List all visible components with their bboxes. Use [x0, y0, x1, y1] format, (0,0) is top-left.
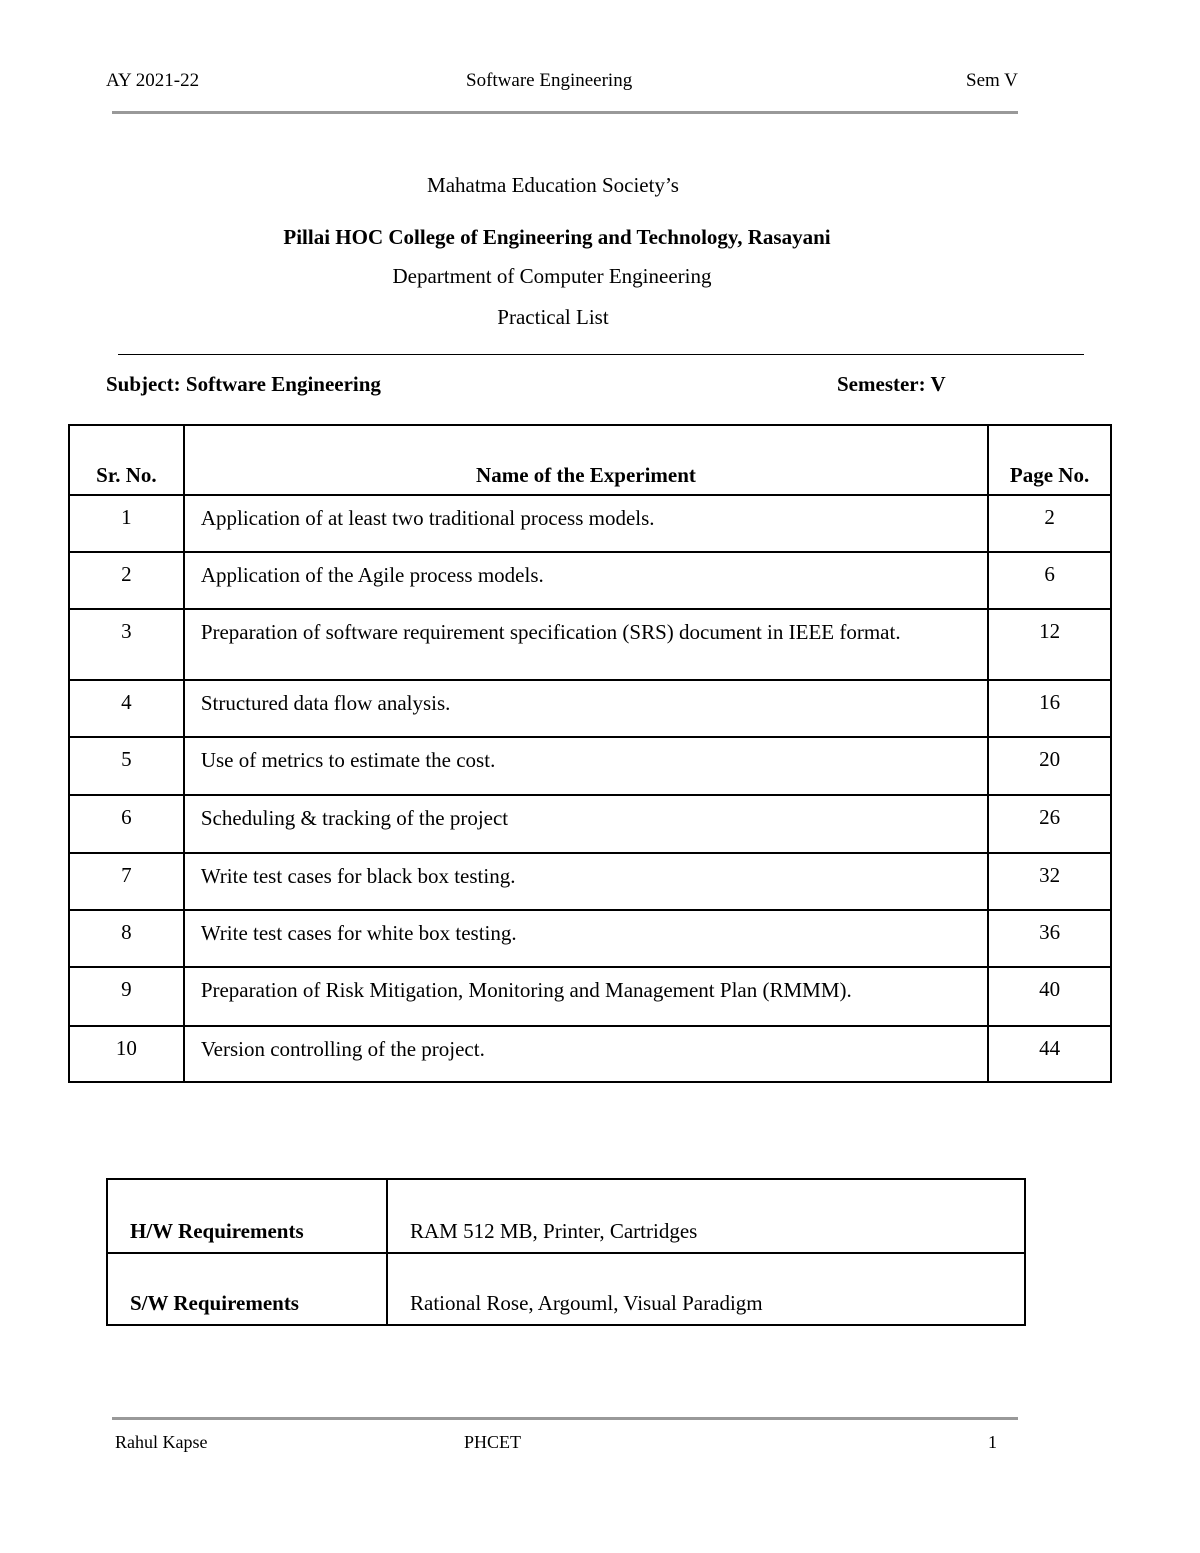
- semester-label: Semester: V: [837, 372, 946, 396]
- experiment-name-cell: Structured data flow analysis.: [184, 680, 988, 737]
- header-subject: Software Engineering: [466, 70, 633, 91]
- table-header-row: [69, 425, 1111, 495]
- table-row: [69, 609, 1111, 680]
- requirements-row-software: [107, 1253, 1025, 1325]
- footer-page-number: 1: [988, 1432, 997, 1452]
- table-row: [69, 495, 1111, 552]
- department-name: Department of Computer Engineering: [392, 264, 712, 288]
- table-row: [69, 552, 1111, 609]
- sr-no-cell: 6: [69, 795, 184, 853]
- column-header-sr-no: Sr. No.: [69, 425, 184, 495]
- hardware-requirements-value: RAM 512 MB, Printer, Cartridges: [387, 1179, 1025, 1253]
- table-row: [69, 737, 1111, 795]
- experiment-name-cell: Preparation of Risk Mitigation, Monitoring and Management Plan (RMMM).: [184, 967, 988, 1026]
- sr-no-cell: 3: [69, 609, 184, 680]
- sr-no-cell: 9: [69, 967, 184, 1026]
- page-no-cell: 2: [988, 495, 1111, 552]
- college-name: Pillai HOC College of Engineering and Technology, Rasayani: [283, 225, 831, 249]
- page-no-cell: 20: [988, 737, 1111, 795]
- table-row: [69, 680, 1111, 737]
- page-no-cell: 6: [988, 552, 1111, 609]
- sr-no-cell: 1: [69, 495, 184, 552]
- header-semester: Sem V: [966, 70, 1018, 91]
- experiment-name-cell: Application of the Agile process models.: [184, 552, 988, 609]
- footer-rule: [112, 1417, 1018, 1420]
- table-row: [69, 853, 1111, 910]
- experiment-name-cell: Preparation of software requirement specification (SRS) document in IEEE format.: [184, 609, 988, 680]
- experiment-name-cell: Application of at least two traditional process models.: [184, 495, 988, 552]
- sr-no-cell: 7: [69, 853, 184, 910]
- table-row: [69, 795, 1111, 853]
- column-header-page-no: Page No.: [988, 425, 1111, 495]
- sr-no-cell: 10: [69, 1026, 184, 1082]
- document-title: Practical List: [497, 305, 609, 329]
- table-row: [69, 967, 1111, 1026]
- hardware-requirements-label: H/W Requirements: [107, 1179, 387, 1253]
- requirements-row-hardware: [107, 1179, 1025, 1253]
- page-no-cell: 26: [988, 795, 1111, 853]
- header-academic-year: AY 2021-22: [106, 70, 200, 91]
- title-divider: [118, 354, 1084, 355]
- sr-no-cell: 2: [69, 552, 184, 609]
- footer-author: Rahul Kapse: [115, 1432, 208, 1452]
- footer-institute: PHCET: [464, 1432, 522, 1452]
- experiment-name-cell: Write test cases for black box testing.: [184, 853, 988, 910]
- column-header-experiment-name: Name of the Experiment: [184, 425, 988, 495]
- page-no-cell: 32: [988, 853, 1111, 910]
- society-name: Mahatma Education Society’s: [427, 173, 679, 197]
- software-requirements-label: S/W Requirements: [107, 1253, 387, 1325]
- experiment-name-cell: Use of metrics to estimate the cost.: [184, 737, 988, 795]
- sr-no-cell: 4: [69, 680, 184, 737]
- software-requirements-value: Rational Rose, Argouml, Visual Paradigm: [387, 1253, 1025, 1325]
- table-row: [69, 910, 1111, 967]
- page-no-cell: 16: [988, 680, 1111, 737]
- experiment-name-cell: Scheduling & tracking of the project: [184, 795, 988, 853]
- requirements-table: [106, 1178, 1026, 1326]
- practical-list-table: [68, 424, 1112, 1083]
- experiment-name-cell: Write test cases for white box testing.: [184, 910, 988, 967]
- sr-no-cell: 5: [69, 737, 184, 795]
- sr-no-cell: 8: [69, 910, 184, 967]
- header-rule: [112, 111, 1018, 114]
- page-no-cell: 36: [988, 910, 1111, 967]
- page-no-cell: 12: [988, 609, 1111, 680]
- page-no-cell: 44: [988, 1026, 1111, 1082]
- page-no-cell: 40: [988, 967, 1111, 1026]
- subject-label: Subject: Software Engineering: [106, 372, 381, 396]
- table-row: [69, 1026, 1111, 1082]
- experiment-name-cell: Version controlling of the project.: [184, 1026, 988, 1082]
